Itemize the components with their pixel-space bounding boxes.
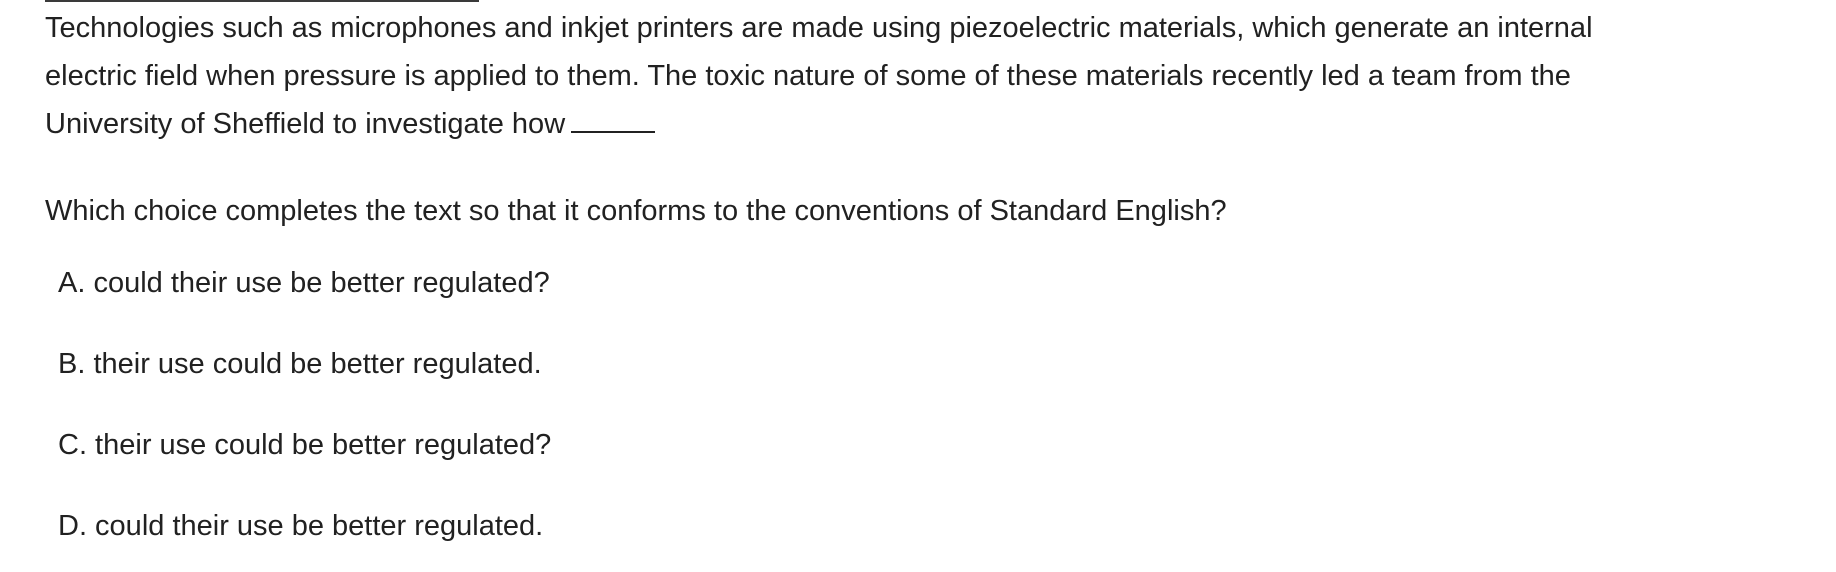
passage-line-3 — [45, 100, 1785, 148]
answer-blank — [571, 131, 655, 133]
question-prompt: Which choice completes the text so that it conforms to the conventions of Standard English? — [45, 195, 1227, 227]
top-divider — [45, 0, 479, 2]
choice-d[interactable]: D. could their use be better regulated. — [58, 510, 544, 542]
passage-text — [45, 4, 1785, 148]
choice-c[interactable]: C. their use could be better regulated? — [58, 429, 552, 461]
passage-line-2: electric field when pressure is applied to them. The toxic nature of some of these materials recently led a team from the — [45, 60, 1571, 92]
choice-a[interactable]: A. could their use be better regulated? — [58, 267, 550, 299]
answer-choices — [58, 259, 551, 550]
choice-b[interactable]: B. their use could be better regulated. — [58, 348, 542, 380]
passage-line-1: Technologies such as microphones and inkjet printers are made using piezoelectric materials, which generate an internal — [45, 12, 1593, 44]
passage-line-3-text: University of Sheffield to investigate how — [45, 108, 566, 140]
